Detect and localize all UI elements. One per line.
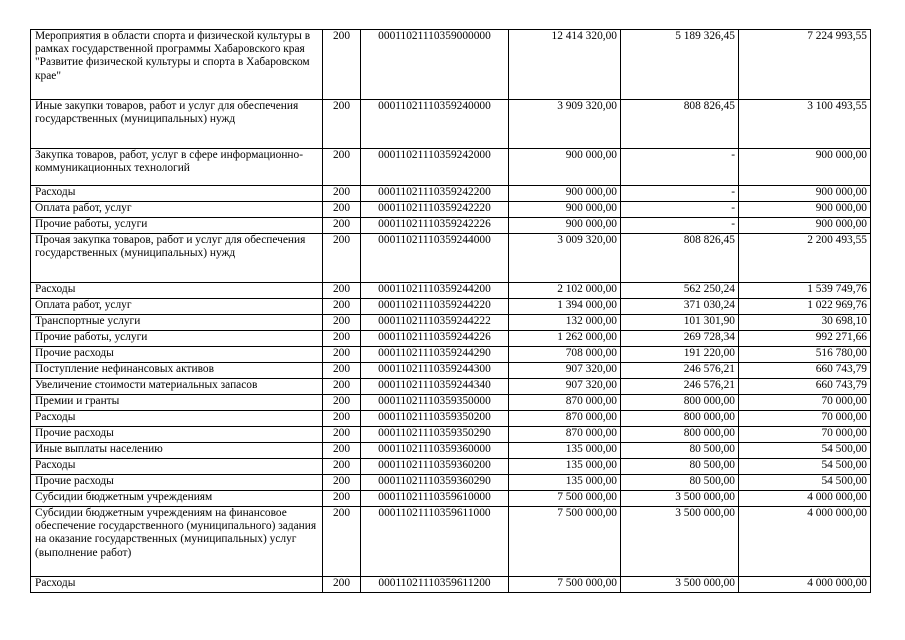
row-remaining-amount: 900 000,00 — [739, 149, 871, 186]
row-approved-amount: 7 500 000,00 — [509, 491, 621, 507]
row-executed-amount: - — [621, 149, 739, 186]
row-code: 200 — [323, 491, 361, 507]
row-approved-amount: 7 500 000,00 — [509, 507, 621, 577]
row-name: Иные закупки товаров, работ и услуг для обеспечения государственных (муниципальных) нужд — [31, 100, 323, 149]
row-kbk-code: 00011021110359244000 — [361, 234, 509, 283]
row-kbk-code: 00011021110359000000 — [361, 30, 509, 100]
table-row — [31, 234, 871, 283]
row-approved-amount: 135 000,00 — [509, 443, 621, 459]
row-approved-amount: 907 320,00 — [509, 379, 621, 395]
table-row — [31, 347, 871, 363]
row-name: Субсидии бюджетным учреждениям — [31, 491, 323, 507]
row-kbk-code: 00011021110359242220 — [361, 202, 509, 218]
row-remaining-amount: 900 000,00 — [739, 202, 871, 218]
row-executed-amount: 800 000,00 — [621, 427, 739, 443]
row-remaining-amount: 516 780,00 — [739, 347, 871, 363]
row-name: Прочая закупка товаров, работ и услуг для обеспечения государственных (муниципальных) нужд — [31, 234, 323, 283]
row-remaining-amount: 70 000,00 — [739, 411, 871, 427]
row-remaining-amount: 7 224 993,55 — [739, 30, 871, 100]
row-kbk-code: 00011021110359244300 — [361, 363, 509, 379]
row-remaining-amount: 900 000,00 — [739, 218, 871, 234]
row-code: 200 — [323, 507, 361, 577]
row-code: 200 — [323, 411, 361, 427]
row-code: 200 — [323, 577, 361, 593]
row-approved-amount: 135 000,00 — [509, 459, 621, 475]
row-kbk-code: 00011021110359244290 — [361, 347, 509, 363]
row-approved-amount: 1 262 000,00 — [509, 331, 621, 347]
row-code: 200 — [323, 475, 361, 491]
row-executed-amount: 800 000,00 — [621, 411, 739, 427]
table-row — [31, 507, 871, 577]
row-remaining-amount: 4 000 000,00 — [739, 577, 871, 593]
row-executed-amount: 3 500 000,00 — [621, 491, 739, 507]
table-row — [31, 379, 871, 395]
row-name: Прочие работы, услуги — [31, 331, 323, 347]
row-kbk-code: 00011021110359244220 — [361, 299, 509, 315]
table-row — [31, 315, 871, 331]
table-row — [31, 149, 871, 186]
row-name: Поступление нефинансовых активов — [31, 363, 323, 379]
row-kbk-code: 00011021110359350200 — [361, 411, 509, 427]
table-row — [31, 395, 871, 411]
row-remaining-amount: 4 000 000,00 — [739, 507, 871, 577]
row-name: Мероприятия в области спорта и физической культуры в рамках государственной программы Хабаровского края "Развитие физической культуры и спорта в Хабаровском крае" — [31, 30, 323, 100]
row-remaining-amount: 54 500,00 — [739, 475, 871, 491]
table-row — [31, 218, 871, 234]
row-remaining-amount: 30 698,10 — [739, 315, 871, 331]
row-remaining-amount: 992 271,66 — [739, 331, 871, 347]
row-executed-amount: 191 220,00 — [621, 347, 739, 363]
row-code: 200 — [323, 202, 361, 218]
row-kbk-code: 00011021110359610000 — [361, 491, 509, 507]
row-code: 200 — [323, 363, 361, 379]
row-name: Прочие работы, услуги — [31, 218, 323, 234]
row-name: Закупка товаров, работ, услуг в сфере информационно-коммуникационных технологий — [31, 149, 323, 186]
row-code: 200 — [323, 379, 361, 395]
row-name: Расходы — [31, 577, 323, 593]
row-code: 200 — [323, 315, 361, 331]
row-kbk-code: 00011021110359244222 — [361, 315, 509, 331]
row-approved-amount: 3 909 320,00 — [509, 100, 621, 149]
row-name: Премии и гранты — [31, 395, 323, 411]
row-executed-amount: 800 000,00 — [621, 395, 739, 411]
row-remaining-amount: 1 022 969,76 — [739, 299, 871, 315]
row-code: 200 — [323, 427, 361, 443]
row-approved-amount: 870 000,00 — [509, 411, 621, 427]
row-remaining-amount: 70 000,00 — [739, 395, 871, 411]
table-row — [31, 475, 871, 491]
row-name: Прочие расходы — [31, 347, 323, 363]
row-code: 200 — [323, 331, 361, 347]
row-code: 200 — [323, 100, 361, 149]
row-approved-amount: 12 414 320,00 — [509, 30, 621, 100]
row-code: 200 — [323, 30, 361, 100]
row-code: 200 — [323, 234, 361, 283]
row-code: 200 — [323, 299, 361, 315]
row-kbk-code: 00011021110359350290 — [361, 427, 509, 443]
row-code: 200 — [323, 149, 361, 186]
row-executed-amount: 246 576,21 — [621, 363, 739, 379]
row-kbk-code: 00011021110359240000 — [361, 100, 509, 149]
table-row — [31, 331, 871, 347]
row-executed-amount: 562 250,24 — [621, 283, 739, 299]
row-name: Прочие расходы — [31, 427, 323, 443]
row-executed-amount: 80 500,00 — [621, 443, 739, 459]
row-executed-amount: - — [621, 202, 739, 218]
row-name: Субсидии бюджетным учреждениям на финансовое обеспечение государственного (муниципального) задания на оказание государственных (муниципальных) услуг (выполнение работ) — [31, 507, 323, 577]
row-remaining-amount: 54 500,00 — [739, 459, 871, 475]
row-kbk-code: 00011021110359360000 — [361, 443, 509, 459]
budget-table-body — [31, 30, 871, 593]
row-remaining-amount: 70 000,00 — [739, 427, 871, 443]
row-executed-amount: 101 301,90 — [621, 315, 739, 331]
row-executed-amount: 371 030,24 — [621, 299, 739, 315]
row-executed-amount: 80 500,00 — [621, 475, 739, 491]
row-remaining-amount: 1 539 749,76 — [739, 283, 871, 299]
row-kbk-code: 00011021110359360200 — [361, 459, 509, 475]
row-code: 200 — [323, 443, 361, 459]
table-row — [31, 411, 871, 427]
row-executed-amount: 3 500 000,00 — [621, 507, 739, 577]
row-approved-amount: 1 394 000,00 — [509, 299, 621, 315]
row-name: Увеличение стоимости материальных запасов — [31, 379, 323, 395]
row-code: 200 — [323, 395, 361, 411]
row-code: 200 — [323, 283, 361, 299]
row-executed-amount: 246 576,21 — [621, 379, 739, 395]
budget-table — [30, 29, 871, 593]
row-kbk-code: 00011021110359611200 — [361, 577, 509, 593]
table-row — [31, 30, 871, 100]
row-executed-amount: 5 189 326,45 — [621, 30, 739, 100]
table-row — [31, 443, 871, 459]
row-remaining-amount: 2 200 493,55 — [739, 234, 871, 283]
row-name: Расходы — [31, 186, 323, 202]
row-executed-amount: - — [621, 218, 739, 234]
table-row — [31, 577, 871, 593]
row-kbk-code: 00011021110359242200 — [361, 186, 509, 202]
row-approved-amount: 135 000,00 — [509, 475, 621, 491]
row-code: 200 — [323, 347, 361, 363]
row-remaining-amount: 660 743,79 — [739, 363, 871, 379]
row-approved-amount: 708 000,00 — [509, 347, 621, 363]
row-approved-amount: 900 000,00 — [509, 202, 621, 218]
row-code: 200 — [323, 459, 361, 475]
row-name: Транспортные услуги — [31, 315, 323, 331]
row-name: Расходы — [31, 283, 323, 299]
row-name: Прочие расходы — [31, 475, 323, 491]
row-code: 200 — [323, 186, 361, 202]
row-remaining-amount: 900 000,00 — [739, 186, 871, 202]
row-approved-amount: 7 500 000,00 — [509, 577, 621, 593]
row-approved-amount: 900 000,00 — [509, 186, 621, 202]
table-row — [31, 459, 871, 475]
row-approved-amount: 3 009 320,00 — [509, 234, 621, 283]
row-approved-amount: 870 000,00 — [509, 427, 621, 443]
row-remaining-amount: 54 500,00 — [739, 443, 871, 459]
row-approved-amount: 870 000,00 — [509, 395, 621, 411]
row-kbk-code: 00011021110359242000 — [361, 149, 509, 186]
row-approved-amount: 2 102 000,00 — [509, 283, 621, 299]
row-remaining-amount: 3 100 493,55 — [739, 100, 871, 149]
row-kbk-code: 00011021110359244226 — [361, 331, 509, 347]
row-executed-amount: 80 500,00 — [621, 459, 739, 475]
row-name: Иные выплаты населению — [31, 443, 323, 459]
row-remaining-amount: 4 000 000,00 — [739, 491, 871, 507]
row-kbk-code: 00011021110359244200 — [361, 283, 509, 299]
table-row — [31, 202, 871, 218]
row-kbk-code: 00011021110359242226 — [361, 218, 509, 234]
row-executed-amount: 808 826,45 — [621, 100, 739, 149]
row-executed-amount: - — [621, 186, 739, 202]
row-name: Расходы — [31, 459, 323, 475]
table-row — [31, 491, 871, 507]
table-row — [31, 186, 871, 202]
table-row — [31, 363, 871, 379]
row-name: Оплата работ, услуг — [31, 202, 323, 218]
row-executed-amount: 269 728,34 — [621, 331, 739, 347]
row-name: Оплата работ, услуг — [31, 299, 323, 315]
row-kbk-code: 00011021110359244340 — [361, 379, 509, 395]
row-approved-amount: 132 000,00 — [509, 315, 621, 331]
row-approved-amount: 900 000,00 — [509, 149, 621, 186]
row-approved-amount: 907 320,00 — [509, 363, 621, 379]
row-remaining-amount: 660 743,79 — [739, 379, 871, 395]
row-kbk-code: 00011021110359360290 — [361, 475, 509, 491]
row-kbk-code: 00011021110359350000 — [361, 395, 509, 411]
row-code: 200 — [323, 218, 361, 234]
row-executed-amount: 808 826,45 — [621, 234, 739, 283]
table-row — [31, 100, 871, 149]
table-row — [31, 427, 871, 443]
table-row — [31, 283, 871, 299]
table-row — [31, 299, 871, 315]
row-approved-amount: 900 000,00 — [509, 218, 621, 234]
row-kbk-code: 00011021110359611000 — [361, 507, 509, 577]
row-name: Расходы — [31, 411, 323, 427]
row-executed-amount: 3 500 000,00 — [621, 577, 739, 593]
